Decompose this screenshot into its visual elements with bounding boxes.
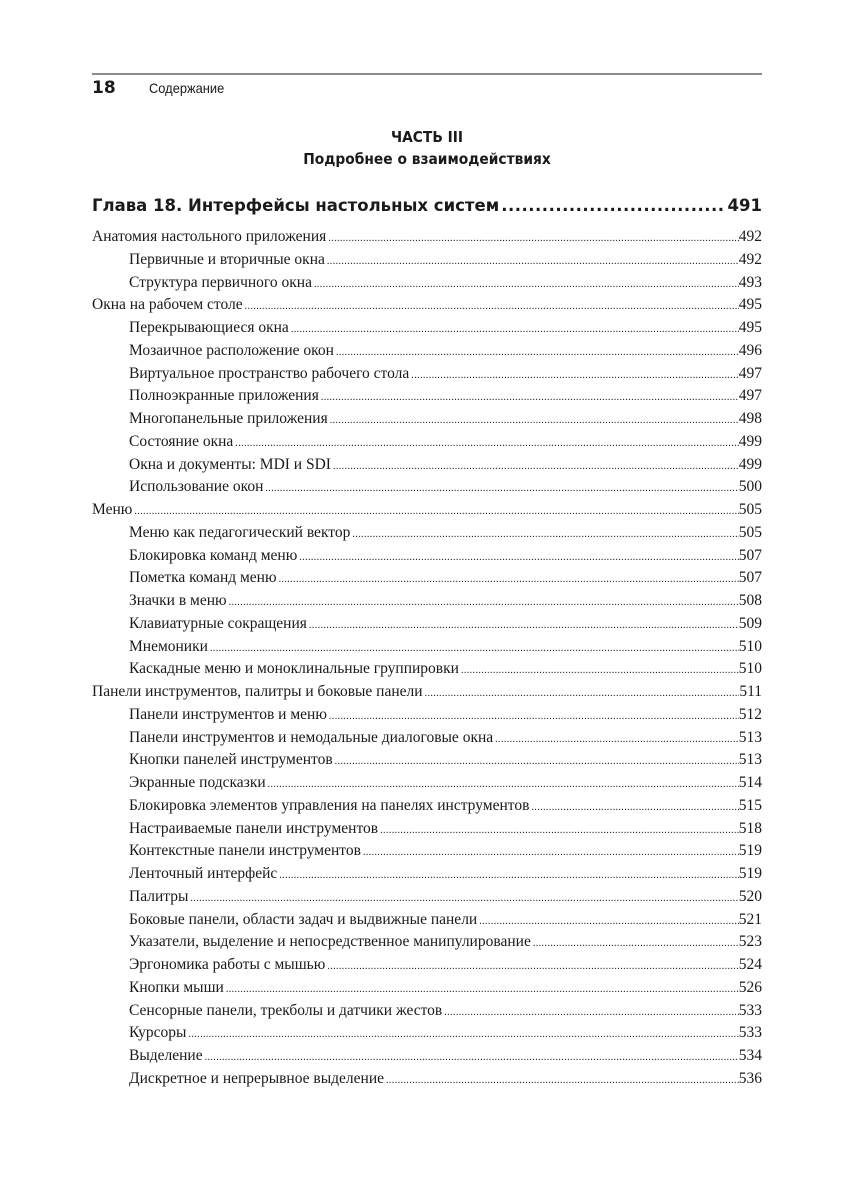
toc-subsection-entry[interactable] bbox=[92, 818, 762, 841]
entry-title: Перекрывающиеся окна bbox=[129, 319, 289, 336]
entry-page: 533 bbox=[738, 1024, 762, 1042]
entry-page: 526 bbox=[738, 978, 762, 996]
toc-subsection-entry[interactable] bbox=[92, 954, 762, 977]
entry-page: 523 bbox=[738, 933, 762, 951]
entry-page: 508 bbox=[738, 592, 762, 609]
entry-title: Ленточный интерфейс bbox=[129, 865, 278, 882]
entry-title: Клавиатурные сокращения bbox=[129, 614, 307, 632]
dot-leader bbox=[229, 592, 739, 615]
toc-subsection-entry[interactable] bbox=[92, 590, 762, 613]
dot-leader bbox=[327, 251, 739, 274]
entry-title: Блокировка команд меню bbox=[129, 546, 298, 564]
entry-page: 520 bbox=[738, 887, 762, 905]
entry-page: 493 bbox=[738, 273, 762, 291]
dot-leader bbox=[329, 706, 739, 729]
dot-leader bbox=[210, 638, 739, 661]
toc-subsection-entry[interactable] bbox=[92, 317, 762, 340]
dot-leader bbox=[327, 956, 738, 979]
toc-subsection-entry[interactable] bbox=[92, 727, 762, 750]
part-label: ЧАСТЬ III bbox=[390, 128, 464, 146]
entry-title: Использование окон bbox=[129, 478, 264, 496]
entry-title: Состояние окна bbox=[129, 432, 234, 450]
dot-leader bbox=[309, 615, 739, 638]
dot-leader bbox=[330, 410, 739, 433]
entry-page: 511 bbox=[739, 683, 762, 700]
entry-page: 534 bbox=[738, 1047, 762, 1064]
toc-list bbox=[92, 226, 762, 1091]
toc-subsection-entry[interactable] bbox=[92, 1045, 762, 1068]
entry-page: 500 bbox=[738, 478, 762, 496]
toc-subsection-entry[interactable] bbox=[92, 931, 762, 954]
dot-leader bbox=[190, 888, 738, 911]
entry-title: Пометка команд меню bbox=[129, 569, 277, 587]
entry-title: Кнопки панелей инструментов bbox=[129, 751, 333, 769]
dot-leader bbox=[299, 547, 738, 570]
entry-page: 505 bbox=[738, 523, 762, 541]
entry-title: Блокировка элементов управления на панелях инструментов bbox=[129, 796, 530, 814]
toc-subsection-entry[interactable] bbox=[92, 840, 762, 863]
chapter-page: 491 bbox=[727, 196, 762, 215]
toc-subsection-entry[interactable] bbox=[92, 454, 762, 477]
entry-title: Виртуальное пространство рабочего стола bbox=[129, 364, 410, 382]
toc-subsection-entry[interactable] bbox=[92, 363, 762, 386]
dot-leader bbox=[245, 296, 739, 319]
entry-title: Экранные подсказки bbox=[129, 774, 266, 791]
dot-leader bbox=[188, 1024, 738, 1047]
entry-title: Меню bbox=[92, 501, 133, 518]
toc-subsection-entry[interactable] bbox=[92, 636, 762, 659]
entry-page: 519 bbox=[738, 842, 762, 860]
toc-subsection-entry[interactable] bbox=[92, 249, 762, 272]
entry-title: Боковые панели, области задач и выдвижные панели bbox=[129, 910, 478, 928]
toc-subsection-entry[interactable] bbox=[92, 385, 762, 408]
toc-subsection-entry[interactable] bbox=[92, 704, 762, 727]
entry-page: 536 bbox=[738, 1069, 762, 1087]
entry-page: 497 bbox=[738, 364, 762, 382]
dot-leader bbox=[380, 820, 739, 843]
entry-page: 510 bbox=[738, 637, 762, 655]
toc-subsection-entry[interactable] bbox=[92, 545, 762, 568]
dot-leader bbox=[265, 478, 738, 501]
entry-page: 518 bbox=[738, 819, 762, 837]
entry-page: 499 bbox=[738, 455, 762, 473]
toc-subsection-entry[interactable] bbox=[92, 1022, 762, 1045]
running-title: Содержание bbox=[149, 80, 225, 96]
chapter-entry[interactable] bbox=[92, 196, 762, 215]
dot-leader bbox=[533, 933, 739, 956]
toc-section-entry[interactable] bbox=[92, 294, 762, 317]
entry-title: Анатомия настольного приложения bbox=[92, 228, 327, 245]
entry-page: 507 bbox=[738, 569, 762, 587]
entry-page: 495 bbox=[738, 296, 762, 314]
toc-section-entry[interactable] bbox=[92, 226, 762, 249]
entry-page: 513 bbox=[738, 728, 762, 746]
dot-leader bbox=[501, 196, 725, 215]
dot-leader bbox=[495, 729, 739, 752]
toc-subsection-entry[interactable] bbox=[92, 522, 762, 545]
dot-leader bbox=[235, 433, 738, 456]
entry-title: Меню как педагогический вектор bbox=[129, 523, 351, 541]
toc-subsection-entry[interactable] bbox=[92, 613, 762, 636]
entry-page: 521 bbox=[738, 910, 762, 928]
dot-leader bbox=[479, 911, 739, 934]
dot-leader bbox=[352, 524, 738, 547]
entry-title: Каскадные меню и моноклинальные группировки bbox=[129, 660, 459, 678]
entry-title: Контекстные панели инструментов bbox=[129, 842, 361, 860]
entry-title: Мнемоники bbox=[129, 637, 208, 655]
toc-section-entry[interactable] bbox=[92, 681, 762, 704]
dot-leader bbox=[314, 274, 739, 297]
toc-subsection-entry[interactable] bbox=[92, 749, 762, 772]
toc-subsection-entry[interactable] bbox=[92, 408, 762, 431]
dot-leader bbox=[321, 387, 739, 410]
entry-page: 509 bbox=[738, 614, 762, 632]
entry-title: Палитры bbox=[129, 887, 189, 905]
entry-page: 492 bbox=[738, 228, 762, 245]
entry-title: Окна и документы: MDI и SDI bbox=[129, 455, 331, 473]
entry-title: Указатели, выделение и непосредственное манипулирование bbox=[129, 933, 531, 951]
header-rule bbox=[92, 73, 762, 75]
entry-page: 496 bbox=[738, 341, 762, 359]
dot-leader bbox=[328, 228, 738, 251]
running-header bbox=[92, 78, 231, 100]
entry-page: 524 bbox=[738, 956, 762, 973]
page-number: 18 bbox=[92, 78, 116, 98]
dot-leader bbox=[279, 865, 738, 888]
entry-title: Окна на рабочем столе bbox=[92, 296, 243, 314]
toc-subsection-entry[interactable] bbox=[92, 863, 762, 886]
entry-page: 510 bbox=[738, 660, 762, 678]
entry-title: Панели инструментов и меню bbox=[129, 705, 327, 723]
entry-title: Кнопки мыши bbox=[129, 978, 224, 996]
toc-subsection-entry[interactable] bbox=[92, 431, 762, 454]
dot-leader bbox=[226, 979, 739, 1002]
entry-title: Эргономика работы с мышью bbox=[129, 956, 326, 973]
toc-subsection-entry[interactable] bbox=[92, 476, 762, 499]
toc-subsection-entry[interactable] bbox=[92, 272, 762, 295]
toc-subsection-entry[interactable] bbox=[92, 977, 762, 1000]
dot-leader bbox=[531, 797, 738, 820]
toc-subsection-entry[interactable] bbox=[92, 909, 762, 932]
toc-section-entry[interactable] bbox=[92, 499, 762, 522]
entry-page: 498 bbox=[738, 410, 762, 427]
dot-leader bbox=[134, 501, 738, 524]
part-heading bbox=[92, 126, 762, 170]
entry-title: Дискретное и непрерывное выделение bbox=[129, 1069, 384, 1087]
entry-page: 492 bbox=[738, 250, 762, 268]
entry-page: 513 bbox=[738, 751, 762, 769]
dot-leader bbox=[336, 342, 739, 365]
dot-leader bbox=[411, 365, 738, 388]
entry-page: 495 bbox=[738, 319, 762, 336]
entry-page: 512 bbox=[738, 705, 762, 723]
entry-title: Панели инструментов, палитры и боковые панели bbox=[92, 683, 423, 700]
entry-title: Панели инструментов и немодальные диалоговые окна bbox=[129, 728, 494, 746]
entry-title: Курсоры bbox=[129, 1024, 187, 1042]
entry-title: Многопанельные приложения bbox=[129, 410, 328, 427]
entry-page: 497 bbox=[738, 387, 762, 405]
toc-subsection-entry[interactable] bbox=[92, 1068, 762, 1091]
entry-title: Выделение bbox=[129, 1047, 203, 1064]
dot-leader bbox=[333, 456, 739, 479]
toc-subsection-entry[interactable] bbox=[92, 567, 762, 590]
dot-leader bbox=[444, 1002, 738, 1025]
entry-page: 507 bbox=[738, 546, 762, 564]
entry-title: Значки в меню bbox=[129, 592, 227, 609]
entry-title: Первичные и вторичные окна bbox=[129, 250, 325, 268]
toc-subsection-entry[interactable] bbox=[92, 886, 762, 909]
dot-leader bbox=[291, 319, 739, 342]
dot-leader bbox=[205, 1047, 739, 1070]
toc-subsection-entry[interactable] bbox=[92, 772, 762, 795]
dot-leader bbox=[461, 660, 739, 683]
dot-leader bbox=[425, 683, 740, 706]
entry-page: 515 bbox=[738, 796, 762, 814]
entry-title: Сенсорные панели, трекболы и датчики жестов bbox=[129, 1001, 443, 1019]
chapter-title: Глава 18. Интерфейсы настольных систем bbox=[92, 196, 500, 215]
entry-title: Мозаичное расположение окон bbox=[129, 341, 334, 359]
dot-leader bbox=[363, 842, 739, 865]
entry-page: 514 bbox=[738, 774, 762, 791]
entry-title: Структура первичного окна bbox=[129, 273, 312, 291]
toc-subsection-entry[interactable] bbox=[92, 340, 762, 363]
entry-page: 505 bbox=[738, 501, 762, 518]
toc-subsection-entry[interactable] bbox=[92, 1000, 762, 1023]
toc-subsection-entry[interactable] bbox=[92, 795, 762, 818]
toc-subsection-entry[interactable] bbox=[92, 658, 762, 681]
entry-page: 533 bbox=[738, 1001, 762, 1019]
dot-leader bbox=[279, 569, 739, 592]
dot-leader bbox=[335, 751, 739, 774]
dot-leader bbox=[268, 774, 739, 797]
dot-leader bbox=[386, 1070, 739, 1093]
entry-title: Полноэкранные приложения bbox=[129, 387, 319, 405]
entry-page: 519 bbox=[738, 865, 762, 882]
part-title: Подробнее о взаимодействиях bbox=[303, 150, 551, 168]
entry-title: Настраиваемые панели инструментов bbox=[129, 819, 379, 837]
entry-page: 499 bbox=[738, 432, 762, 450]
